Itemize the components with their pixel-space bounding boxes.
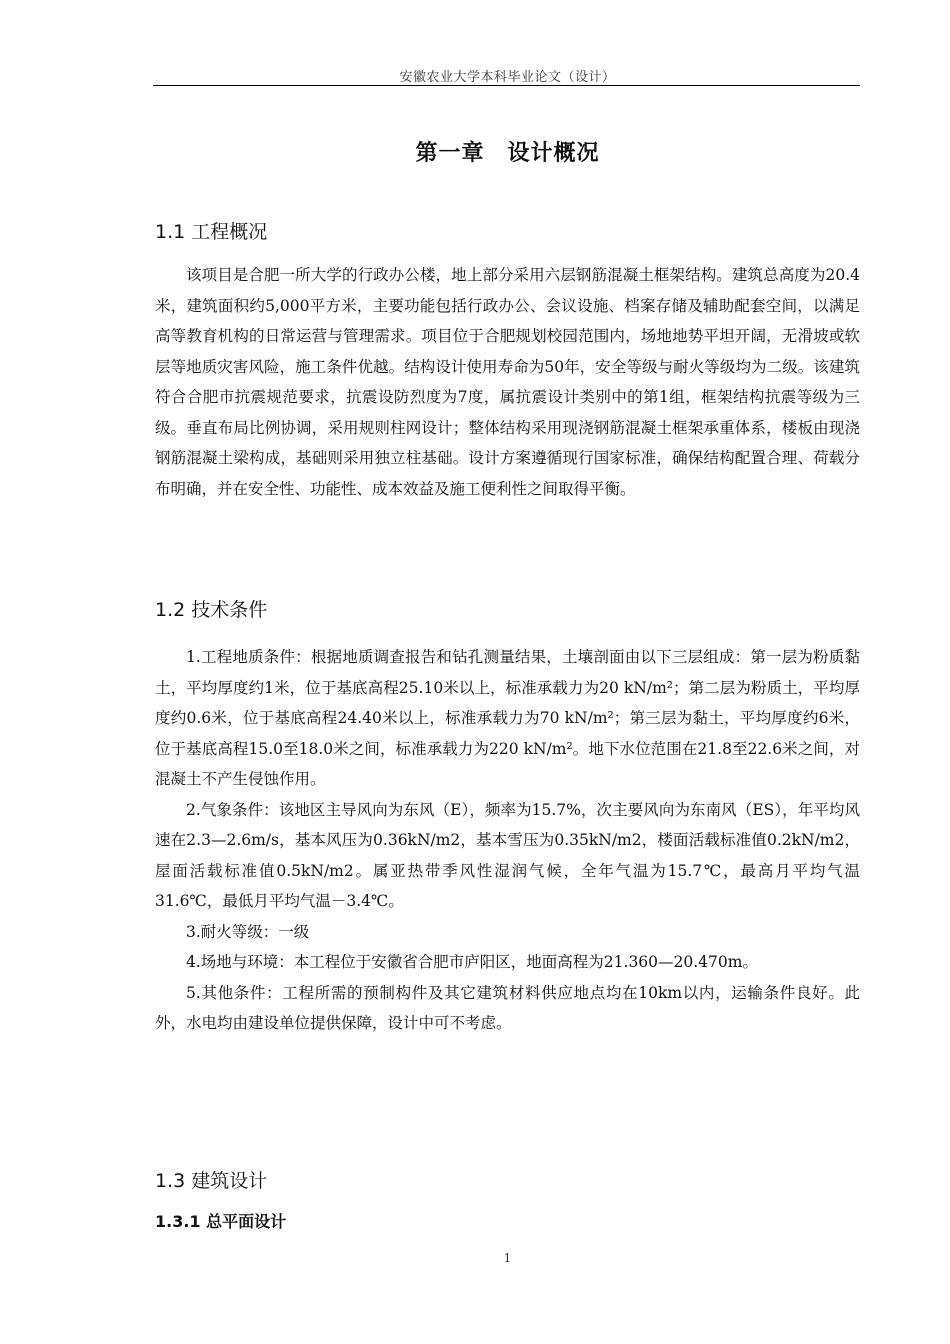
chapter-title: 第一章 设计概况 bbox=[415, 141, 600, 166]
paragraph-geology-conditions: 1.工程地质条件：根据地质调查报告和钻孔测量结果，土壤剖面由以下三层组成：第一层为粉质黏土，平均厚度约1米，位于基底高程25.10米以上，标准承载力为20 kN/m²；第二层为粉质土，平均厚度约0.6米，位于基底高程24.40米以上，标准承载力为70 kN/m²；第三层为黏土，平均厚度约6米，位于基底高程15.0至18.0米之间，标准承载力为220 kN/m²。地下水位范围在21.8至22.6米之间，对混凝土不产生侵蚀作用。 bbox=[155, 648, 860, 788]
paragraph-site-environment: 4.场地与环境：本工程位于安徽省合肥市庐阳区，地面高程为21.360—20.470m。 bbox=[186, 953, 758, 971]
header-divider bbox=[153, 85, 860, 86]
paragraph-weather-conditions: 2.气象条件：该地区主导风向为东风（E），频率为15.7%，次主要风向为东南风（ES），年平均风速在2.3—2.6m/s，基本风压为0.36kN/m2，基本雪压为0.35kN/m2，楼面活载标准值0.2kN/m2，屋面活载标准值0.5kN/m2。属亚热带季风性湿润气候，全年气温为15.7℃，最高月平均气温 31.6℃，最低月平均气温－3.4℃。 bbox=[155, 800, 860, 910]
paragraph-fire-rating: 3.耐火等级：一级 bbox=[186, 922, 310, 941]
paragraph-other-conditions: 5.其他条件：工程所需的预制构件及其它建筑材料供应地点均在10km以内，运输条件良好。此外，水电均由建设单位提供保障，设计中可不考虑。 bbox=[155, 983, 860, 1032]
running-header: 安徽农业大学本科毕业论文（设计） bbox=[399, 70, 616, 85]
section-heading-1-2: 1.2 技术条件 bbox=[155, 599, 268, 621]
paragraph-project-overview: 该项目是合肥一所大学的行政办公楼，地上部分采用六层钢筋混凝土框架结构。建筑总高度为20.4米，建筑面积约5,000平方米，主要功能包括行政办公、会议设施、档案存储及辅助配套空间，以满足高等教育机构的日常运营与管理需求。项目位于合肥规划校园范围内，场地地势平坦开阔，无滑坡或软层等地质灾害风险，施工条件优越。结构设计使用寿命为50年，安全等级与耐火等级均为二级。该建筑符合合肥市抗震规范要求，抗震设防烈度为7度，属抗震设计类别中的第1组，框架结构抗震等级为三级。垂直布局比例协调，采用规则柱网设计；整体结构采用现浇钢筋混凝土框架承重体系，楼板由现浇钢筋混凝土梁构成，基础则采用独立柱基础。设计方案遵循现行国家标准，确保结构配置合理、荷载分布明确，并在安全性、功能性、成本效益及施工便利性之间取得平衡。 bbox=[155, 266, 860, 498]
section-heading-1-3: 1.3 建筑设计 bbox=[155, 1170, 268, 1192]
section-1-1-body bbox=[155, 260, 860, 504]
section-1-2-body bbox=[155, 642, 860, 1039]
subsection-heading-1-3-1: 1.3.1 总平面设计 bbox=[155, 1212, 287, 1231]
section-heading-1-1: 1.1 工程概况 bbox=[155, 221, 268, 243]
page-number: 1 bbox=[503, 1251, 512, 1265]
